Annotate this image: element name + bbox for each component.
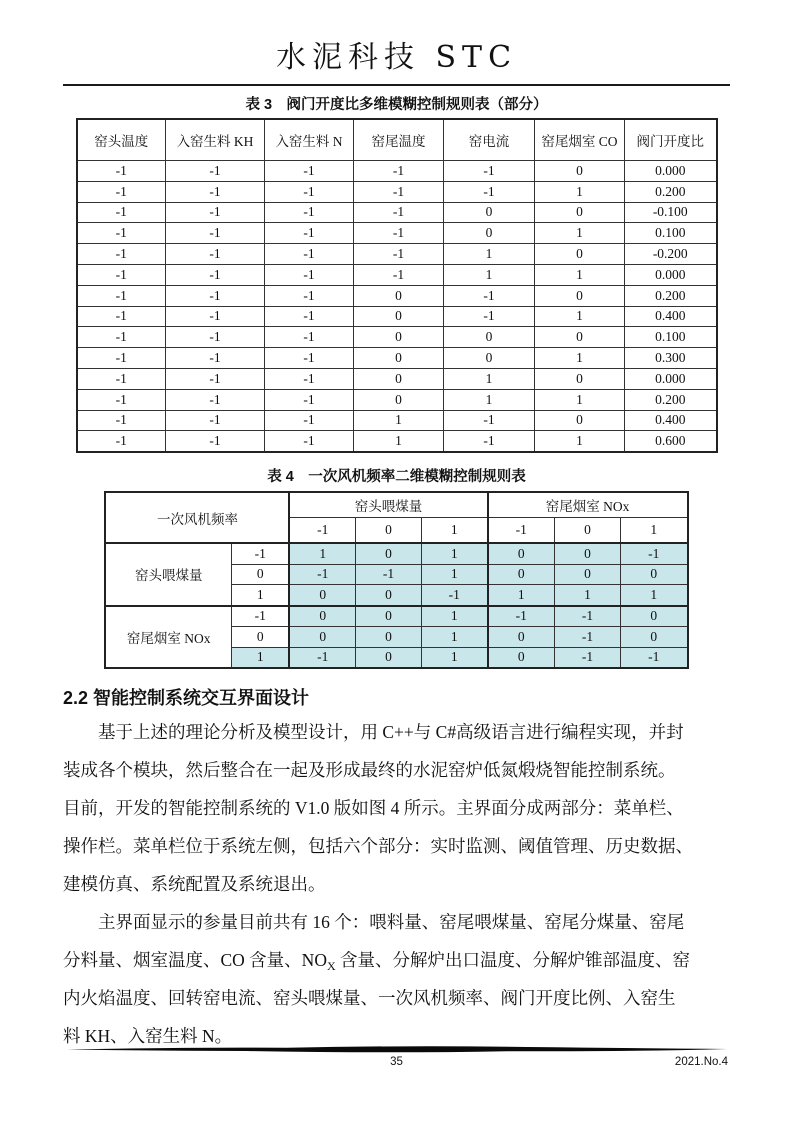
table3-cell: -1 xyxy=(166,181,265,202)
table4-fuzzy-rules xyxy=(104,491,688,669)
table3-cell: 1 xyxy=(444,389,535,410)
table4-col-level: -1 xyxy=(488,518,555,544)
table3-cell: -1 xyxy=(354,264,444,285)
table3-cell: 0.400 xyxy=(625,410,717,431)
table4-col-level: -1 xyxy=(289,518,355,544)
table3-cell: 1 xyxy=(535,348,625,369)
table3-row xyxy=(77,244,717,265)
table4-row xyxy=(105,606,687,627)
table4-cell: 1 xyxy=(421,647,487,668)
table3-cell: -1 xyxy=(166,431,265,452)
table3-cell: -1 xyxy=(265,348,354,369)
table3-cell: 0.600 xyxy=(625,431,717,452)
table3-col-header: 阀门开度比 xyxy=(625,119,717,161)
table4-cell: -1 xyxy=(355,564,421,585)
table3-cell: -1 xyxy=(265,161,354,182)
table3-fuzzy-rules xyxy=(76,118,718,453)
table4-cell: -1 xyxy=(488,606,555,627)
paragraph-line: 装成各个模块，然后整合在一起及形成最终的水泥窑炉低氮煅烧智能控制系统。 xyxy=(63,760,676,781)
section-heading: 2.2 智能控制系统交互界面设计 xyxy=(63,688,310,709)
table4-cell: 0 xyxy=(355,606,421,627)
table3-cell: 1 xyxy=(535,223,625,244)
paragraph-2 xyxy=(63,903,731,1055)
page-footer xyxy=(63,1044,730,1072)
text-segment: 含量、分解炉出口温度、分解炉锥部温度、窑 xyxy=(335,950,691,971)
table4-cell: -1 xyxy=(421,585,487,606)
table3-cell: -1 xyxy=(354,202,444,223)
table4-row-level: 1 xyxy=(231,647,289,668)
table3-cell: -1 xyxy=(265,181,354,202)
table3-cell: 0 xyxy=(354,389,444,410)
table3-cell: -1 xyxy=(166,244,265,265)
table3-row xyxy=(77,431,717,452)
table3-row xyxy=(77,410,717,431)
table4-cell: 1 xyxy=(555,585,621,606)
table3-cell: 1 xyxy=(535,389,625,410)
table3-cell: 0 xyxy=(444,202,535,223)
table4-cell: 0 xyxy=(488,647,555,668)
table3-cell: -1 xyxy=(444,181,535,202)
table4-cell: 1 xyxy=(488,585,555,606)
table4-cell: 0 xyxy=(289,585,355,606)
table3-cell: -1 xyxy=(166,410,265,431)
table3-cell: -1 xyxy=(77,202,166,223)
table3-cell: -1 xyxy=(265,223,354,244)
table4-cell: 0 xyxy=(355,647,421,668)
table3-col-header: 窑尾烟室 CO xyxy=(535,119,625,161)
table4-cell: 0 xyxy=(488,627,555,648)
paragraph-line-with-subscript xyxy=(63,941,731,979)
table3-cell: 0.200 xyxy=(625,389,717,410)
table3-cell: -1 xyxy=(444,161,535,182)
table3-cell: -1 xyxy=(444,410,535,431)
table3-cell: 1 xyxy=(535,264,625,285)
table4-cell: 0 xyxy=(621,564,688,585)
table4-cell: 0 xyxy=(355,627,421,648)
table4-caption: 表 4 一次风机频率二维模糊控制规则表 xyxy=(267,469,526,486)
paragraph-line: 目前，开发的智能控制系统的 V1.0 版如图 4 所示。主界面分成两部分：菜单栏、 xyxy=(63,798,684,819)
table3-cell: 0 xyxy=(535,285,625,306)
table3-col-header: 入窑生料 KH xyxy=(166,119,265,161)
table3-cell: -1 xyxy=(77,285,166,306)
table3-cell: -1 xyxy=(166,327,265,348)
table3-col-header: 窑尾温度 xyxy=(354,119,444,161)
table3-cell: -1 xyxy=(77,410,166,431)
table4-cell: 0 xyxy=(488,543,555,564)
table3-cell: 0.200 xyxy=(625,285,717,306)
table3-cell: 0.000 xyxy=(625,161,717,182)
paragraph-line: 基于上述的理论分析及模型设计，用 C++与 C#高级语言进行编程实现，并封 xyxy=(98,722,684,743)
table3-row xyxy=(77,202,717,223)
table3-cell: -1 xyxy=(265,389,354,410)
table3-cell: 1 xyxy=(444,368,535,389)
table3-cell: 0.000 xyxy=(625,264,717,285)
table3-cell: -1 xyxy=(77,161,166,182)
table3-cell: 0 xyxy=(354,368,444,389)
table3-cell: -1 xyxy=(166,348,265,369)
table3-row xyxy=(77,181,717,202)
table3-header-row xyxy=(77,119,717,161)
table3-cell: 0 xyxy=(354,306,444,327)
table3-cell: 0 xyxy=(354,348,444,369)
table4-cell: 1 xyxy=(421,564,487,585)
table4-cell: 0 xyxy=(621,627,688,648)
table3-cell: 1 xyxy=(354,410,444,431)
table3-row xyxy=(77,161,717,182)
table3-cell: 0.100 xyxy=(625,223,717,244)
table4-row-group-label: 窑头喂煤量 xyxy=(105,543,231,606)
table4-row-level: 1 xyxy=(231,585,289,606)
table3-cell: -1 xyxy=(77,431,166,452)
table3-row xyxy=(77,327,717,348)
table3-cell: -1 xyxy=(265,327,354,348)
table3-cell: -1 xyxy=(444,285,535,306)
page-number: 35 xyxy=(390,1056,403,1068)
table4-row-level: 0 xyxy=(231,564,289,585)
table3-cell: -1 xyxy=(265,202,354,223)
table3-cell: 0.300 xyxy=(625,348,717,369)
table3-cell: 0 xyxy=(444,348,535,369)
table3-cell: -1 xyxy=(265,264,354,285)
table4-cell: -1 xyxy=(555,627,621,648)
table3-cell: -1 xyxy=(166,389,265,410)
paragraph-line: 料 KH、入窑生料 N。 xyxy=(63,1026,233,1047)
table3-row xyxy=(77,368,717,389)
table4-cell: 0 xyxy=(555,564,621,585)
table3-cell: 0 xyxy=(535,368,625,389)
table3-cell: -1 xyxy=(77,223,166,244)
table4-cell: -1 xyxy=(289,564,355,585)
footer-tapered-rule xyxy=(67,1044,727,1055)
table3-cell: -1 xyxy=(354,244,444,265)
table3-cell: 1 xyxy=(444,244,535,265)
table3-cell: -1 xyxy=(265,410,354,431)
table4-header-row-groups xyxy=(105,492,687,518)
table3-cell: -1 xyxy=(77,306,166,327)
paragraph-line: 建模仿真、系统配置及系统退出。 xyxy=(63,874,326,895)
table4-col-group: 窑尾烟室 NOx xyxy=(488,492,688,518)
table3-row xyxy=(77,306,717,327)
table4-cell: -1 xyxy=(555,647,621,668)
table3-cell: -1 xyxy=(166,285,265,306)
table4-corner-label: 一次风机频率 xyxy=(105,492,289,543)
table3-cell: 1 xyxy=(354,431,444,452)
nox-subscript: X xyxy=(326,959,336,974)
table3-row xyxy=(77,223,717,244)
paragraph-line: 操作栏。菜单栏位于系统左侧，包括六个部分：实时监测、阈值管理、历史数据、 xyxy=(63,836,693,857)
paragraph-1 xyxy=(63,713,731,903)
table3-cell: -1 xyxy=(166,368,265,389)
table3-row xyxy=(77,348,717,369)
table4-cell: 0 xyxy=(289,627,355,648)
table3-cell: -1 xyxy=(166,223,265,244)
table3-cell: 0 xyxy=(354,327,444,348)
table3-cell: -1 xyxy=(77,327,166,348)
table4-cell: 1 xyxy=(421,627,487,648)
table4-col-group: 窑头喂煤量 xyxy=(289,492,487,518)
table3-cell: 0 xyxy=(535,244,625,265)
table3-cell: 0 xyxy=(354,285,444,306)
table3-cell: 1 xyxy=(535,306,625,327)
table4-cell: 0 xyxy=(355,543,421,564)
table3-cell: -1 xyxy=(166,202,265,223)
table4-row-level: -1 xyxy=(231,606,289,627)
table3-cell: -1 xyxy=(77,368,166,389)
table3-cell: -1 xyxy=(166,264,265,285)
table3-cell: -1 xyxy=(354,223,444,244)
table3-cell: 0.200 xyxy=(625,181,717,202)
header-rule xyxy=(63,84,730,86)
table3-cell: 0.000 xyxy=(625,368,717,389)
table3-cell: 1 xyxy=(444,264,535,285)
table3-cell: -1 xyxy=(265,431,354,452)
table3-cell: -1 xyxy=(444,431,535,452)
table3-cell: 0.400 xyxy=(625,306,717,327)
table3-cell: 1 xyxy=(535,181,625,202)
table3-cell: -1 xyxy=(77,348,166,369)
table4-row xyxy=(105,543,687,564)
paragraph-line: 主界面显示的参量目前共有 16 个：喂料量、窑尾喂煤量、窑尾分煤量、窑尾 xyxy=(98,912,685,933)
table3-cell: -1 xyxy=(77,181,166,202)
table3-cell: -1 xyxy=(166,161,265,182)
table4-cell: 1 xyxy=(289,543,355,564)
table3-cell: -1 xyxy=(354,161,444,182)
table3-row xyxy=(77,264,717,285)
table3-caption: 表 3 阀门开度比多维模糊控制规则表（部分） xyxy=(245,97,548,113)
table3-cell: -1 xyxy=(265,244,354,265)
table3-col-header: 窑头温度 xyxy=(77,119,166,161)
table3-cell: 1 xyxy=(535,431,625,452)
table4-cell: 0 xyxy=(555,543,621,564)
table3-cell: -1 xyxy=(166,306,265,327)
table3-cell: -1 xyxy=(77,244,166,265)
table4-cell: 1 xyxy=(621,585,688,606)
table4-col-level: 1 xyxy=(421,518,487,544)
table4-row-group-label: 窑尾烟室 NOx xyxy=(105,606,231,669)
table4-cell: -1 xyxy=(289,647,355,668)
table3-cell: 0 xyxy=(535,202,625,223)
table4-col-level: 0 xyxy=(555,518,621,544)
table3-col-header: 窑电流 xyxy=(444,119,535,161)
table3-cell: -1 xyxy=(77,389,166,410)
table4-cell: 0 xyxy=(289,606,355,627)
table4-cell: 1 xyxy=(421,606,487,627)
table3-cell: -0.100 xyxy=(625,202,717,223)
table3-cell: -0.200 xyxy=(625,244,717,265)
table3-row xyxy=(77,389,717,410)
journal-title: 水泥科技 STC xyxy=(275,40,518,75)
table4-col-level: 1 xyxy=(621,518,688,544)
table3-cell: -1 xyxy=(265,285,354,306)
table4-col-level: 0 xyxy=(355,518,421,544)
table3-cell: 0 xyxy=(535,410,625,431)
table3-cell: -1 xyxy=(265,368,354,389)
table3-cell: 0 xyxy=(535,161,625,182)
table4-cell: -1 xyxy=(555,606,621,627)
table4-cell: 0 xyxy=(621,606,688,627)
table4-cell: 1 xyxy=(421,543,487,564)
table4-cell: -1 xyxy=(621,647,688,668)
table4-cell: -1 xyxy=(621,543,688,564)
table3-cell: 0 xyxy=(444,223,535,244)
paragraph-line: 内火焰温度、回转窑电流、窑头喂煤量、一次风机频率、阀门开度比例、入窑生 xyxy=(63,988,676,1009)
table3-cell: 0 xyxy=(444,327,535,348)
table3-col-header: 入窑生料 N xyxy=(265,119,354,161)
table4-cell: 0 xyxy=(488,564,555,585)
table3-row xyxy=(77,285,717,306)
text-segment: 分料量、烟室温度、CO 含量、NO xyxy=(63,950,327,971)
table3-cell: -1 xyxy=(354,181,444,202)
table3-cell: -1 xyxy=(77,264,166,285)
footer-row xyxy=(63,1056,730,1072)
issue-label: 2021.No.4 xyxy=(674,1056,728,1068)
table3-cell: 0.100 xyxy=(625,327,717,348)
table4-row-level: 0 xyxy=(231,627,289,648)
table4-row-level: -1 xyxy=(231,543,289,564)
table3-cell: -1 xyxy=(444,306,535,327)
table3-cell: 0 xyxy=(535,327,625,348)
table4-cell: 0 xyxy=(355,585,421,606)
table3-cell: -1 xyxy=(265,306,354,327)
